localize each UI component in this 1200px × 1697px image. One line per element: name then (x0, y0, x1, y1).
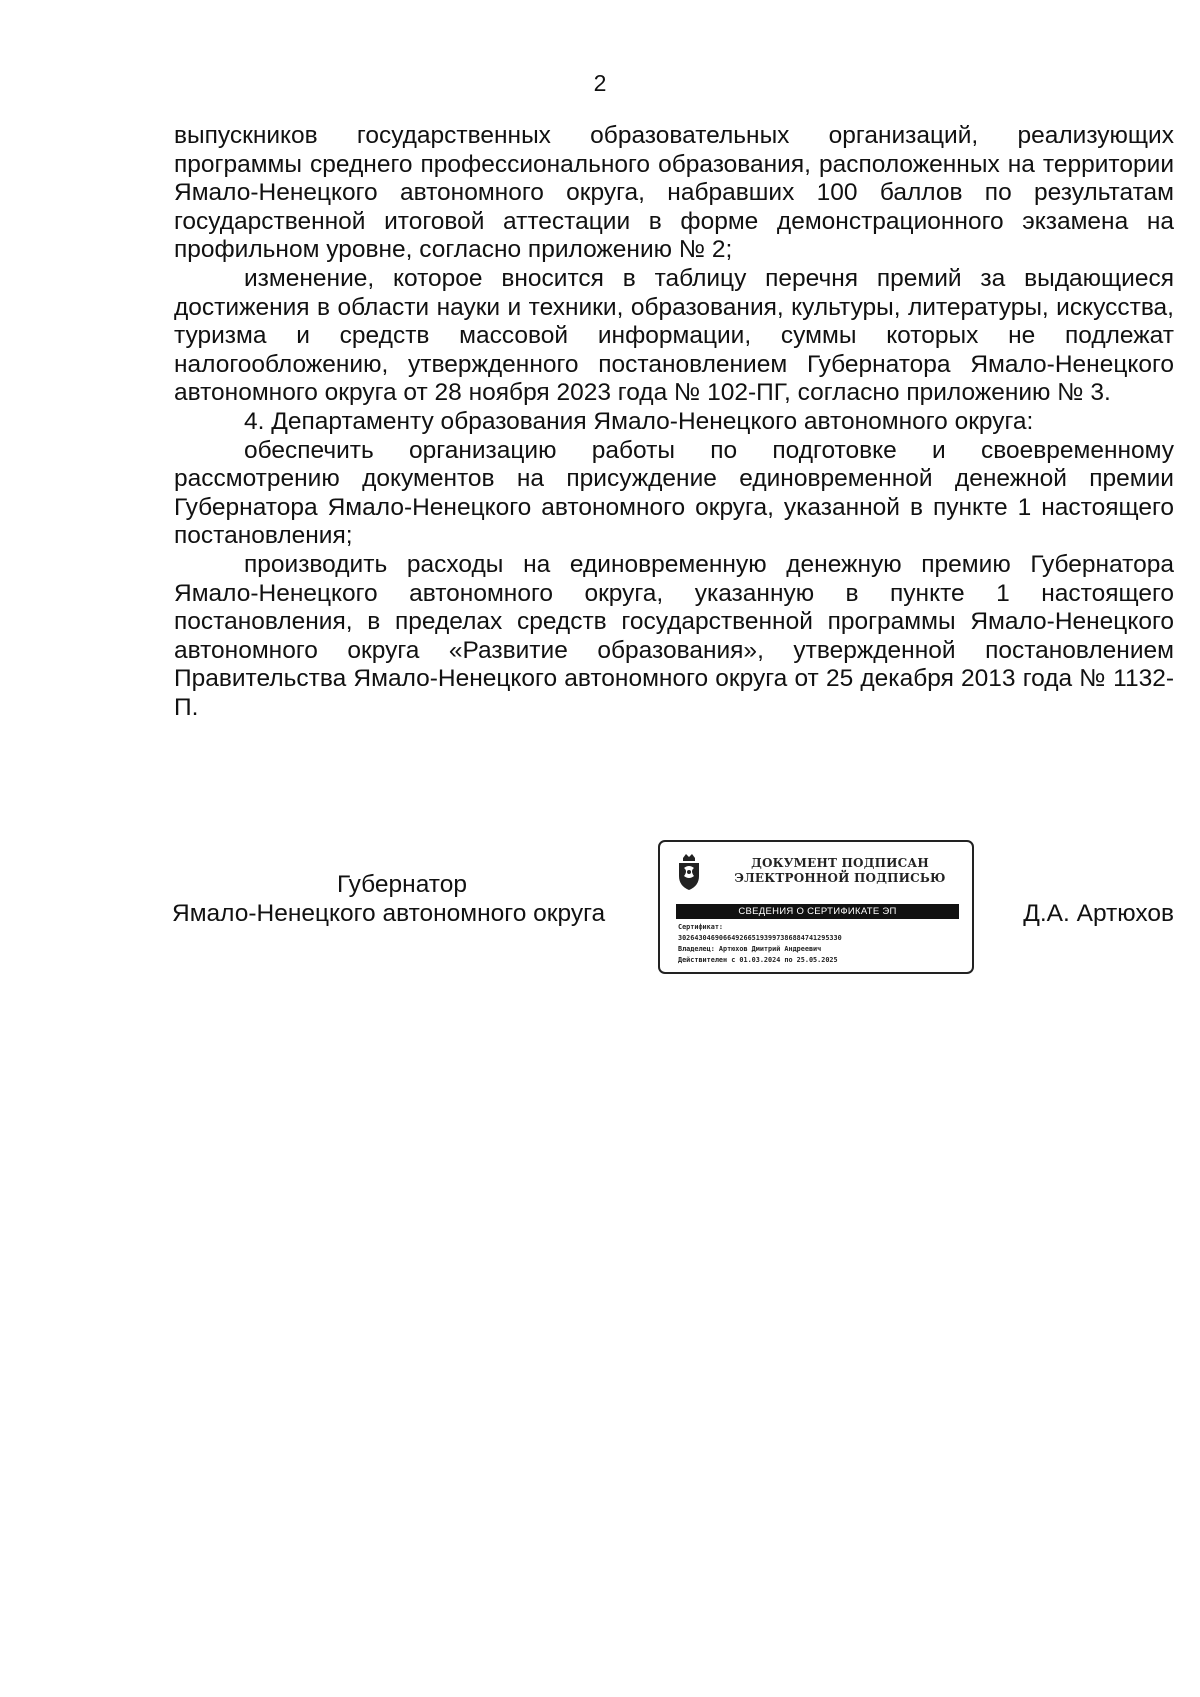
paragraph-graduates: выпускников государственных образовательных организаций, реализующих программы среднего профессионального образования, расположенных на территории Ямало-Ненецкого автономного округа, набравших 100 баллов по результатам государственной итоговой аттестации в форме демонстрационного экзамена на профильном уровне, согласно приложению № 2; (174, 122, 1174, 264)
paragraph-premium-list-change: изменение, которое вносится в таблицу перечня премий за выдающиеся достижения в области науки и техники, образования, культуры, литературы, искусства, туризма и средств массовой информации, суммы которых не подлежат налогообложению, утвержденного постановлением Губернатора Ямало-Ненецкого автономного округа от 28 ноября 2023 года № 102-ПГ, согласно приложению № 3. (174, 264, 1174, 407)
stamp-validity: Действителен с 01.03.2024 по 25.05.2025 (678, 956, 838, 964)
signature-position (172, 870, 652, 928)
signature-region: Ямало-Ненецкого автономного округа (172, 900, 606, 927)
stamp-certificate-number: 3026430469066492665193997386884741295330 (678, 934, 842, 942)
paragraph-organize-work: обеспечить организацию работы по подготовке и своевременному рассмотрению документов на присуждение единовременной денежной премии Губернатора Ямало-Ненецкого автономного округа, указанной в пункте 1 настоящего постановления; (174, 436, 1174, 550)
paragraph-expenses: производить расходы на единовременную денежную премию Губернатора Ямало-Ненецкого автономного округа, указанную в пункте 1 настоящего постановления, в пределах средств государственной программы Ямало-Ненецкого автономного округа «Развитие образования», утвержденной постановлением Правительства Ямало-Ненецкого автономного округа от 25 декабря 2013 года № 1132-П. (174, 550, 1174, 721)
stamp-certificate-label: Сертификат: (678, 923, 724, 931)
coat-of-arms-icon (674, 852, 704, 892)
stamp-header (720, 856, 960, 886)
electronic-signature-stamp (658, 840, 974, 974)
signature-name: Д.А. Артюхов (1023, 900, 1174, 927)
page-number: 2 (593, 70, 607, 96)
document-body (174, 122, 1174, 722)
stamp-owner: Владелец: Артюхов Дмитрий Андреевич (678, 945, 822, 953)
stamp-header-line-2: ЭЛЕКТРОННОЙ ПОДПИСЬЮ (734, 871, 946, 885)
signature-title: Губернатор (337, 871, 467, 898)
stamp-details (678, 922, 968, 966)
stamp-certificate-bar: СВЕДЕНИЯ О СЕРТИФИКАТЕ ЭП (676, 904, 959, 919)
paragraph-item-4: 4. Департаменту образования Ямало-Ненецкого автономного округа: (244, 407, 1034, 435)
stamp-header-line-1: ДОКУМЕНТ ПОДПИСАН (751, 856, 929, 870)
